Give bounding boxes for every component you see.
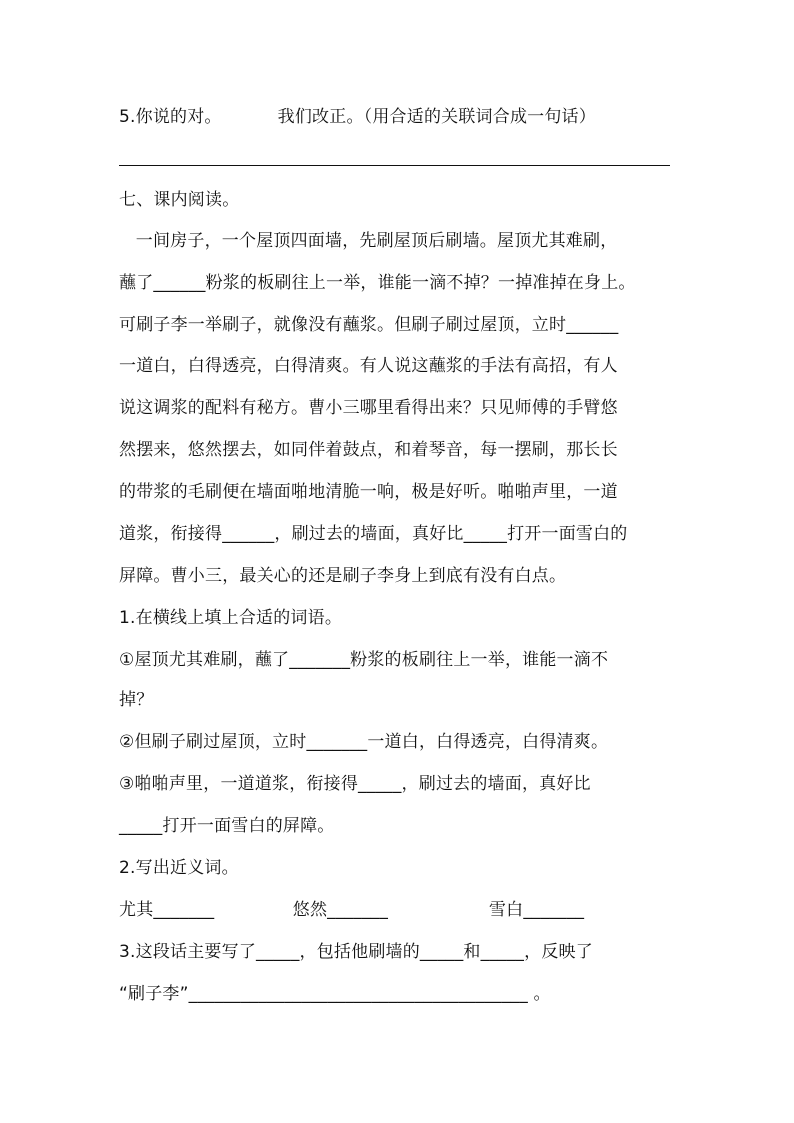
question-1-item: ②但刷子刷过屋顶，立时_______一道白，白得透亮，白得清爽。 (119, 732, 609, 752)
question-5: 5.你说的对。 我们改正。（用合适的关联词合成一句话） (119, 107, 596, 127)
question-2-row: 尤其_______ 悠然_______ 雪白_______ (119, 900, 585, 920)
question-1-title: 1.在横线上填上合适的词语。 (119, 608, 343, 628)
passage-line: 可刷子李一举刷子，就像没有蘸浆。但刷子刷过屋顶，立时______ (119, 315, 619, 335)
passage-line: 屏障。曹小三，最关心的还是刷子李身上到底有没有白点。 (119, 566, 567, 586)
passage-line: 说这调浆的配料有秘方。曹小三哪里看得出来？只见师傅的手臂悠 (119, 398, 618, 418)
question-3-line: “刷子李”_______________________________________ 。 (119, 984, 551, 1004)
question-2-title: 2.写出近义词。 (119, 858, 239, 878)
question-3-line: 3.这段话主要写了_____，包括他刷墙的_____和_____，反映了 (119, 942, 593, 962)
question-1-item: ③啪啪声里，一道道浆，衔接得_____，刷过去的墙面，真好比 (119, 774, 591, 794)
passage-line: 然摆来，悠然摆去，如同伴着鼓点，和着琴音，每一摆刷，那长长 (119, 440, 618, 460)
passage-line: 一间房子，一个屋顶四面墙，先刷屋顶后刷墙。屋顶尤其难刷， (119, 231, 618, 251)
section-title: 七、课内阅读。 (119, 190, 240, 210)
passage-line: 道浆，衔接得______，刷过去的墙面，真好比_____打开一面雪白的 (119, 524, 628, 544)
passage-line: 一道白，白得透亮，白得清爽。有人说这蘸浆的手法有高招，有人 (119, 356, 618, 376)
question-1-item: _____打开一面雪白的屏障。 (119, 816, 335, 836)
passage-line: 蘸了______粉浆的板刷往上一举，谁能一滴不掉？一掉准掉在身上。 (119, 273, 636, 293)
passage-line: 的带浆的毛刷便在墙面啪地清脆一响，极是好听。啪啪声里，一道 (119, 482, 618, 502)
answer-line (119, 165, 670, 166)
question-1-item: 掉？ (119, 690, 154, 710)
question-1-item: ①屋顶尤其难刷，蘸了_______粉浆的板刷往上一举，谁能一滴不 (119, 650, 609, 670)
